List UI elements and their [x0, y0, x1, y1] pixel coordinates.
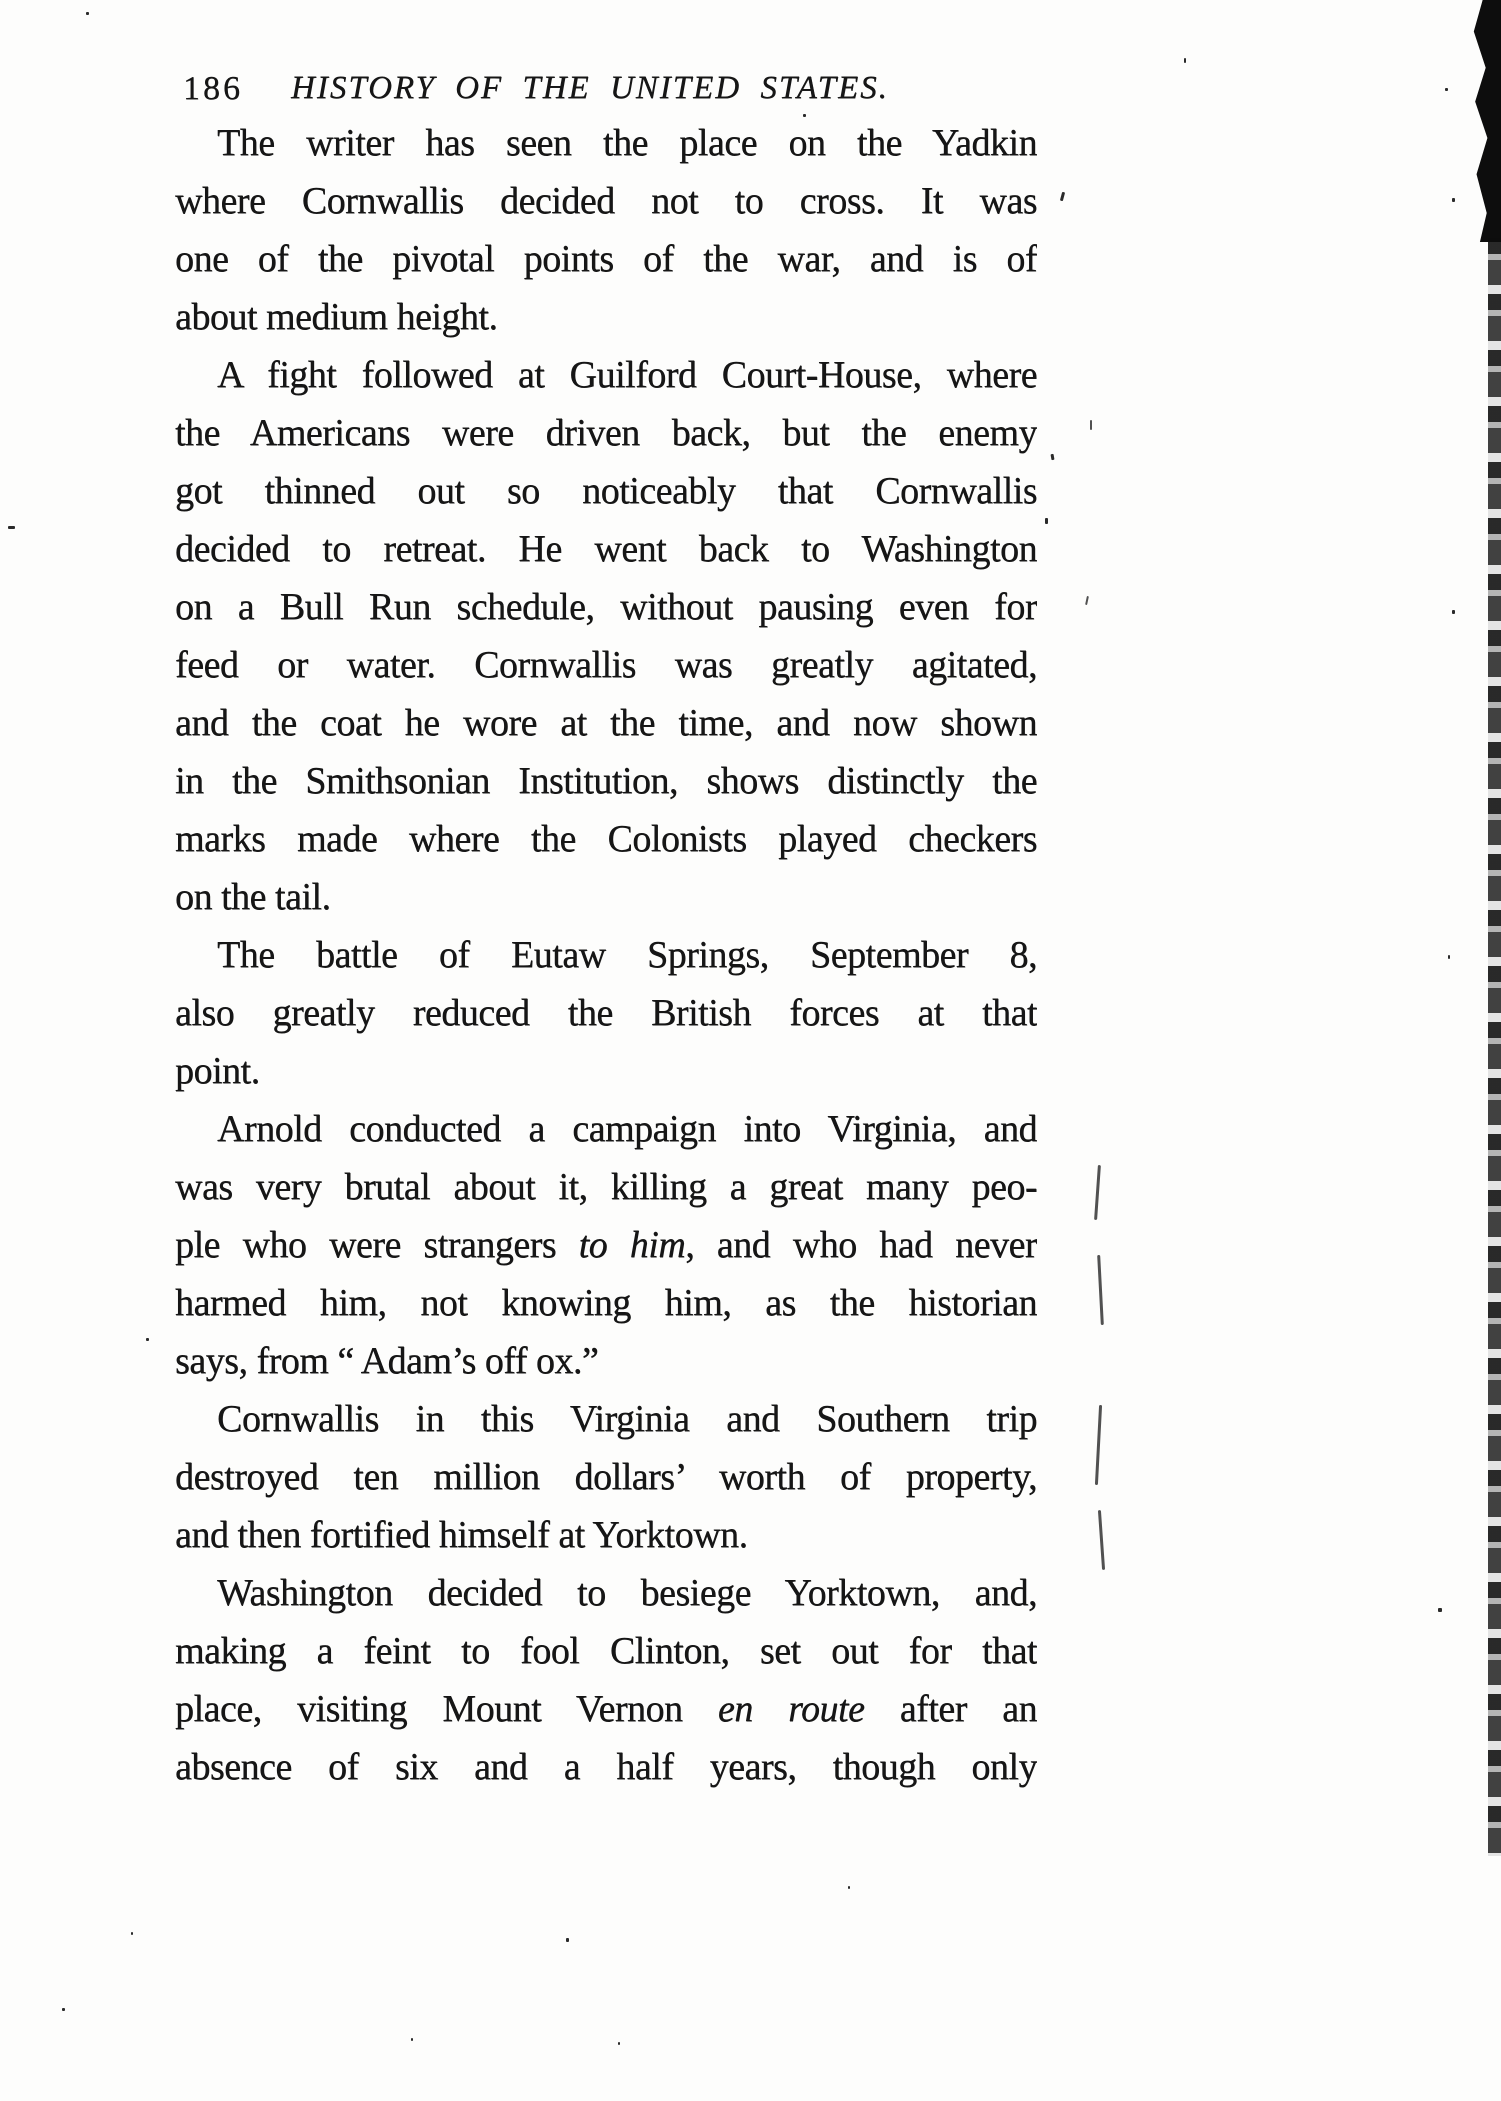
text-line: and then fortified himself at Yorktown.	[175, 1514, 748, 1556]
scan-margin-mark	[1094, 1165, 1101, 1220]
running-title: HISTORY OF THE UNITED STATES.	[291, 70, 889, 106]
scan-speck	[1060, 192, 1065, 201]
scan-speck	[411, 2038, 413, 2041]
scan-margin-mark	[1097, 1255, 1104, 1325]
scan-speck	[1045, 518, 1048, 524]
scan-speck	[1438, 1608, 1442, 1612]
scan-speck	[618, 2042, 620, 2045]
text-line: also greatly reduced the British forces at that	[175, 992, 1037, 1034]
scan-speck	[146, 1338, 149, 1341]
scan-margin-mark	[1090, 420, 1092, 430]
text-line: decided to retreat. He went back to Washington	[175, 528, 1037, 570]
text-line: The battle of Eutaw Springs, September 8,	[217, 934, 1037, 976]
scan-speck	[62, 2008, 65, 2011]
text-line: says, from “ Adam’s off ox.”	[175, 1340, 599, 1382]
text-line: Arnold conducted a campaign into Virginia, and	[217, 1108, 1037, 1150]
scan-margin-mark	[1085, 596, 1089, 605]
page-text	[175, 114, 1037, 1796]
scan-speck	[1452, 610, 1455, 614]
text-line: Washington decided to besiege Yorktown, and,	[217, 1572, 1037, 1614]
scan-speck	[1445, 88, 1448, 91]
text-line: about medium height.	[175, 296, 498, 338]
scan-speck	[86, 12, 89, 15]
text-line: absence of six and a half years, though only	[175, 1746, 1037, 1788]
text-line: the Americans were driven back, but the enemy	[175, 412, 1037, 454]
scan-speck	[803, 114, 806, 117]
text-line: point.	[175, 1050, 260, 1092]
scan-speck	[1452, 198, 1455, 202]
text-line: ple who were strangers to him, and who had never	[175, 1224, 1037, 1266]
scan-speck	[8, 526, 15, 529]
text-line: destroyed ten million dollars’ worth of property,	[175, 1456, 1037, 1498]
text-line: Cornwallis in this Virginia and Southern trip	[217, 1398, 1037, 1440]
scan-edge-strip	[1488, 238, 1501, 1856]
text-line: feed or water. Cornwallis was greatly agitated,	[175, 644, 1037, 686]
text-line: where Cornwallis decided not to cross. It was	[175, 180, 1037, 222]
page-header	[0, 62, 1501, 112]
scan-margin-mark	[1095, 1405, 1102, 1485]
scan-speck	[1448, 955, 1450, 959]
text-line: got thinned out so noticeably that Cornwallis	[175, 470, 1037, 512]
text-line: marks made where the Colonists played checkers	[175, 818, 1037, 860]
text-line: A fight followed at Guilford Court-House, where	[217, 354, 1037, 396]
text-line: making a feint to fool Clinton, set out for that	[175, 1630, 1037, 1672]
text-line: one of the pivotal points of the war, and is of	[175, 238, 1037, 280]
text-line: harmed him, not knowing him, as the historian	[175, 1282, 1037, 1324]
page-number: 186	[183, 70, 243, 107]
scan-speck	[131, 1932, 133, 1935]
text-line: and the coat he wore at the time, and now shown	[175, 702, 1037, 744]
text-line: in the Smithsonian Institution, shows distinctly the	[175, 760, 1037, 802]
text-line: on a Bull Run schedule, without pausing even for	[175, 586, 1037, 628]
scan-speck	[1184, 58, 1186, 63]
scan-margin-mark	[1098, 1510, 1105, 1570]
scan-speck	[566, 1938, 569, 1942]
scan-speck	[848, 1886, 850, 1889]
text-line: on the tail.	[175, 876, 331, 918]
text-line: was very brutal about it, killing a great many peo-	[175, 1166, 1037, 1208]
scan-corner-blob	[1467, 0, 1501, 242]
text-line: place, visiting Mount Vernon en route after an	[175, 1688, 1037, 1730]
text-line: The writer has seen the place on the Yadkin	[217, 122, 1037, 164]
scan-speck	[1051, 454, 1055, 460]
